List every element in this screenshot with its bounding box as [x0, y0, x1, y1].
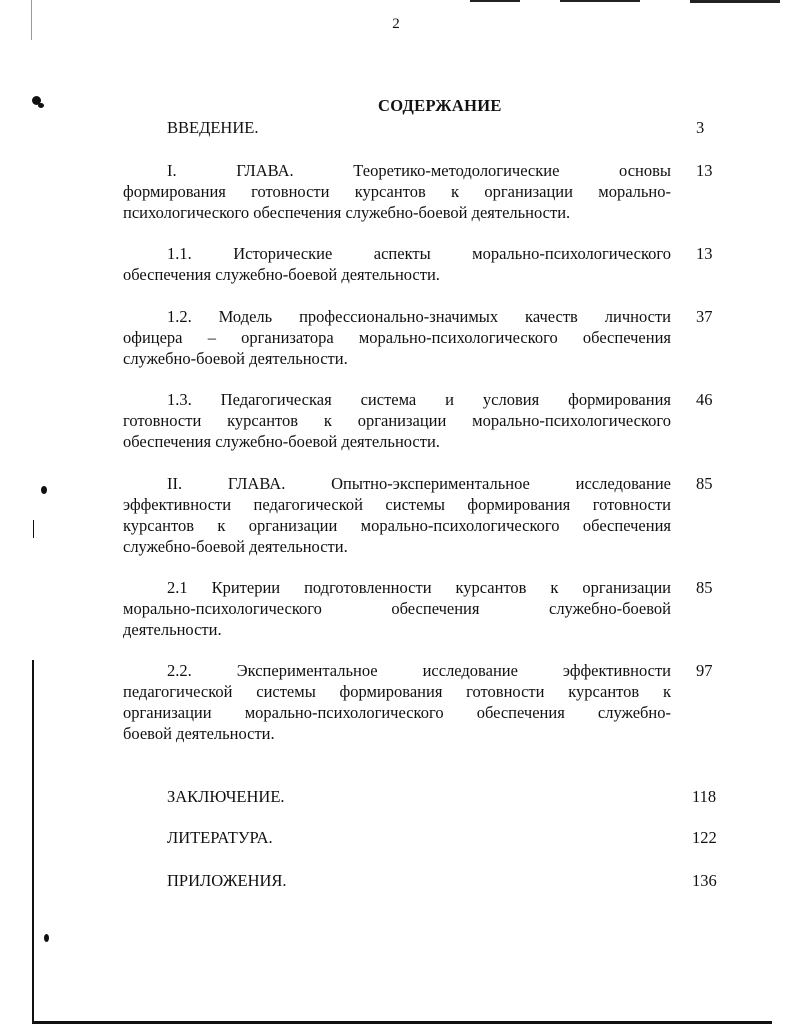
scan-artifact-left [32, 660, 34, 1024]
page-number: 2 [392, 16, 400, 32]
toc-entry-line: формирования готовности курсантов к организации морально- [123, 182, 671, 201]
toc-entry-line: служебно-боевой деятельности. [123, 349, 348, 368]
toc-entry-appendices-page: 136 [692, 871, 717, 890]
toc-entry-line: готовности курсантов к организации морально-психологического [123, 411, 671, 430]
scan-artifact-top [690, 0, 780, 3]
toc-entry-line: 1.2. Модель профессионально-значимых качеств личности [167, 307, 671, 326]
toc-entry-line: курсантов к организации морально-психологического обеспечения [123, 516, 671, 535]
toc-entry-intro-label: ВВЕДЕНИЕ. [167, 118, 259, 137]
toc-entry-line: офицера – организатора морально-психологического обеспечения [123, 328, 671, 347]
scan-artifact-top [560, 0, 640, 2]
toc-entry-chapter-1 [123, 160, 671, 223]
toc-entry-section-1-2 [123, 306, 671, 369]
toc-entry-line: педагогической системы формирования готовности курсантов к [123, 682, 671, 701]
toc-entry-line: эффективности педагогической системы формирования готовности [123, 495, 671, 514]
toc-entry-line: деятельности. [123, 620, 222, 639]
toc-entry-line: обеспечения служебно-боевой деятельности. [123, 265, 440, 284]
ink-blot [38, 103, 44, 108]
toc-entry-line: 2.1 Критерии подготовленности курсантов к организации [167, 578, 671, 597]
toc-entry-line: 2.2. Экспериментальное исследование эффективности [167, 661, 671, 680]
ink-blot [44, 934, 49, 942]
toc-entry-line: обеспечения служебно-боевой деятельности. [123, 432, 440, 451]
toc-entry-line: II. ГЛАВА. Опытно-экспериментальное исследование [167, 474, 671, 493]
toc-entry-line: I. ГЛАВА. Теоретико-методологические основы [167, 161, 671, 180]
scan-artifact-left [33, 520, 34, 538]
toc-entry-page: 13 [696, 244, 713, 263]
toc-entry-chapter-2 [123, 473, 671, 557]
toc-entry-section-2-1 [123, 577, 671, 640]
toc-entry-literature-label: ЛИТЕРАТУРА. [167, 828, 273, 847]
toc-entry-conclusion-page: 118 [692, 787, 717, 806]
toc-entry-page: 37 [696, 307, 713, 326]
toc-title: СОДЕРЖАНИЕ [378, 96, 502, 115]
toc-entry-literature-page: 122 [692, 828, 717, 847]
toc-entry-line: психологического обеспечения служебно-боевой деятельности. [123, 203, 571, 222]
toc-entry-section-2-2 [123, 660, 671, 744]
toc-entry-line: морально-психологического обеспечения служебно-боевой [123, 599, 671, 618]
toc-entry-conclusion-label: ЗАКЛЮЧЕНИЕ. [167, 787, 285, 806]
toc-entry-page: 46 [696, 390, 713, 409]
toc-entry-line: служебно-боевой деятельности. [123, 537, 348, 556]
toc-entry-page: 85 [696, 578, 713, 597]
scan-artifact-top [470, 0, 520, 2]
toc-entry-line: 1.3. Педагогическая система и условия формирования [167, 390, 671, 409]
ink-blot [41, 486, 47, 494]
toc-entry-page: 85 [696, 474, 713, 493]
toc-entry-page: 97 [696, 661, 713, 680]
toc-entry-intro-page: 3 [696, 118, 705, 137]
toc-entry-page: 13 [696, 161, 713, 180]
toc-entry-section-1-1 [123, 243, 671, 285]
toc-entry-section-1-3 [123, 389, 671, 452]
toc-entry-appendices-label: ПРИЛОЖЕНИЯ. [167, 871, 287, 890]
toc-entry-line: боевой деятельности. [123, 724, 275, 743]
toc-entry-line: 1.1. Исторические аспекты морально-психологического [167, 244, 671, 263]
toc-entry-line: организации морально-психологического обеспечения служебно- [123, 703, 671, 722]
